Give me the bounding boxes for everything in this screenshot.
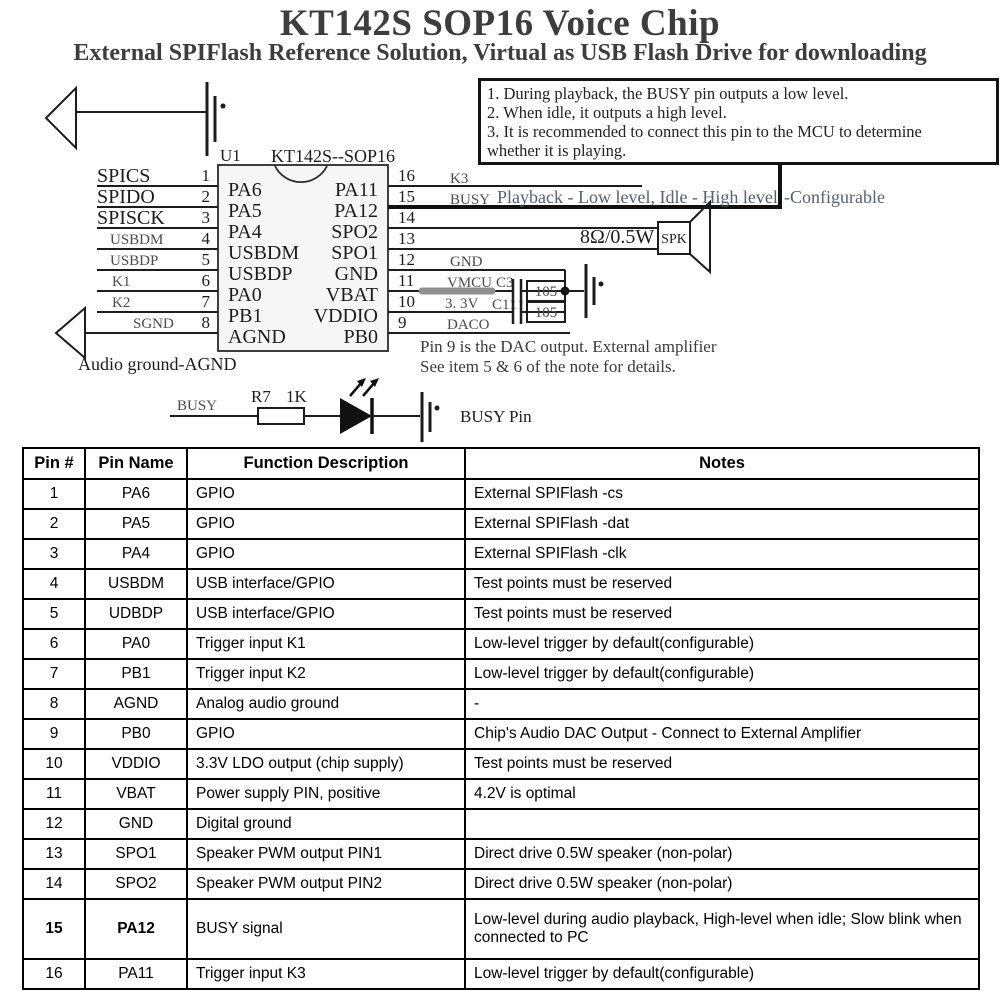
- resistor-ref: R7: [251, 387, 271, 406]
- table-row: [23, 479, 979, 509]
- pin-number: 2: [201, 187, 210, 206]
- net-label: K3: [450, 171, 469, 187]
- pin-number: 1: [201, 166, 210, 185]
- pin-label: PB0: [343, 326, 378, 348]
- cell-pin: 2: [23, 509, 85, 539]
- pin-number: 4: [201, 229, 210, 248]
- cell-func: Analog audio ground: [187, 689, 465, 719]
- note-line: 2. When idle, it outputs a high level.: [487, 103, 727, 122]
- pin-label: PB1: [228, 305, 263, 327]
- pin-label: PA0: [228, 284, 262, 306]
- table-row: [23, 689, 979, 719]
- audio-ground-label: Audio ground-AGND: [78, 354, 237, 374]
- pin-table: [22, 447, 980, 990]
- table-row: [23, 809, 979, 839]
- pin-number: 7: [201, 292, 210, 311]
- net-label: USBDP: [110, 253, 159, 269]
- table-row: [23, 779, 979, 809]
- note-line: 1. During playback, the BUSY pin outputs a low level.: [487, 84, 849, 103]
- audio-ground-arrow-icon: [56, 308, 85, 358]
- cell-func: BUSY signal: [187, 899, 465, 959]
- table-header-row: [23, 448, 979, 479]
- busy-led-circuit: [170, 378, 532, 442]
- dac-note-line2: See item 5 & 6 of the note for details.: [420, 357, 676, 376]
- cell-name: PB0: [85, 719, 187, 749]
- cell-name: AGND: [85, 689, 187, 719]
- chip-designator: U1: [220, 146, 241, 165]
- cell-func: USB interface/GPIO: [187, 599, 465, 629]
- speaker-label: SPK: [661, 232, 687, 247]
- table-row: [23, 599, 979, 629]
- net-label: BUSY: [450, 192, 491, 208]
- net-label: GND: [450, 254, 483, 270]
- cell-func: GPIO: [187, 539, 465, 569]
- pin-label: SPO2: [331, 221, 378, 243]
- col-header-name: Pin Name: [85, 448, 187, 479]
- busy-pin-caption: BUSY Pin: [460, 407, 532, 426]
- pin-number: 12: [398, 250, 415, 269]
- cell-name: USBDM: [85, 569, 187, 599]
- pin-number: 16: [398, 166, 415, 185]
- cell-notes: [465, 809, 979, 839]
- cell-pin: 12: [23, 809, 85, 839]
- cell-notes: -: [465, 689, 979, 719]
- cell-notes: Low-level trigger by default(configurable): [465, 629, 979, 659]
- cell-notes: Test points must be reserved: [465, 599, 979, 629]
- pin-label: USBDP: [228, 263, 293, 285]
- cell-pin: 3: [23, 539, 85, 569]
- cell-notes: Chip's Audio DAC Output - Connect to External Amplifier: [465, 719, 979, 749]
- cell-name: SPO2: [85, 869, 187, 899]
- net-label: VMCU: [447, 275, 493, 291]
- cell-pin: 15: [23, 899, 85, 959]
- cell-notes: Low-level trigger by default(configurable): [465, 659, 979, 689]
- net-label: 3. 3V: [445, 296, 479, 312]
- table-row: [23, 959, 979, 989]
- pin-label: PA6: [228, 179, 262, 201]
- cap-value: 105: [534, 305, 558, 321]
- ground-icon: [586, 264, 604, 318]
- cell-pin: 1: [23, 479, 85, 509]
- ground-icon: [422, 392, 440, 442]
- pin-number: 8: [201, 313, 210, 332]
- ground-icon: [207, 82, 226, 156]
- busy-annotation: Playback - Low level, Idle - High level: [497, 187, 778, 207]
- cell-notes: Direct drive 0.5W speaker (non-polar): [465, 869, 979, 899]
- cell-pin: 13: [23, 839, 85, 869]
- pin-number: 14: [398, 208, 415, 227]
- led-icon: [340, 378, 379, 434]
- cell-notes: External SPIFlash -cs: [465, 479, 979, 509]
- cell-func: USB interface/GPIO: [187, 569, 465, 599]
- cell-func: Trigger input K1: [187, 629, 465, 659]
- page-title: KT142S SOP16 Voice Chip: [279, 3, 721, 44]
- pin-number: 9: [398, 313, 407, 332]
- cell-notes: Low-level during audio playback, High-level when idle; Slow blink when connected to PC: [465, 899, 979, 959]
- cell-pin: 16: [23, 959, 85, 989]
- pin-label: VBAT: [325, 284, 378, 306]
- cell-pin: 11: [23, 779, 85, 809]
- busy-annotation2: -Configurable: [784, 187, 885, 207]
- chip-name: KT142S--SOP16: [271, 146, 396, 166]
- pin-15-busy: [334, 158, 885, 222]
- cell-notes: 4.2V is optimal: [465, 779, 979, 809]
- cell-name: VDDIO: [85, 749, 187, 779]
- cell-notes: Test points must be reserved: [465, 569, 979, 599]
- net-label: SPISCK: [97, 207, 165, 229]
- note-line: 3. It is recommended to connect this pin to the MCU to determine: [487, 122, 922, 141]
- cell-name: SPO1: [85, 839, 187, 869]
- col-header-func: Function Description: [187, 448, 465, 479]
- pin-label: PA11: [335, 179, 378, 201]
- col-header-notes: Notes: [465, 448, 979, 479]
- busy-note-box: [478, 78, 999, 165]
- speaker-icon: [580, 202, 710, 272]
- cell-notes: Test points must be reserved: [465, 749, 979, 779]
- table-row: [23, 569, 979, 599]
- cell-pin: 7: [23, 659, 85, 689]
- cell-name: VBAT: [85, 779, 187, 809]
- net-label: K1: [112, 274, 131, 290]
- pin-number: 6: [201, 271, 210, 290]
- cell-name: GND: [85, 809, 187, 839]
- cell-func: Trigger input K2: [187, 659, 465, 689]
- cell-name: PA11: [85, 959, 187, 989]
- pin-label: PA12: [334, 200, 378, 222]
- cell-func: Digital ground: [187, 809, 465, 839]
- pin-number: 11: [398, 271, 415, 290]
- pin-label: PA5: [228, 200, 262, 222]
- cell-func: GPIO: [187, 479, 465, 509]
- cap-ref: C3: [496, 275, 514, 291]
- pin-label: USBDM: [228, 242, 300, 264]
- net-label: USBDM: [110, 232, 164, 248]
- cell-pin: 9: [23, 719, 85, 749]
- table-row: [23, 839, 979, 869]
- note-line: whether it is playing.: [487, 141, 627, 160]
- cap-value: 105: [534, 284, 558, 300]
- table-row: [23, 869, 979, 899]
- page-subtitle: External SPIFlash Reference Solution, Virtual as USB Flash Drive for downloading: [73, 40, 927, 66]
- col-header-pin: Pin #: [23, 448, 85, 479]
- net-label: SPICS: [97, 165, 151, 187]
- cell-name: PA4: [85, 539, 187, 569]
- right-pins: [314, 158, 885, 376]
- net-label: K2: [112, 295, 131, 311]
- audio-ground-arrow-icon: [46, 88, 206, 148]
- table-row: [23, 659, 979, 689]
- table-row: [23, 539, 979, 569]
- resistor-icon: [258, 408, 304, 424]
- cell-notes: External SPIFlash -clk: [465, 539, 979, 569]
- dac-note-line1: Pin 9 is the DAC output. External amplifier: [420, 337, 717, 356]
- pin-number: 3: [201, 208, 210, 227]
- cell-name: PA12: [85, 899, 187, 959]
- cell-func: 3.3V LDO output (chip supply): [187, 749, 465, 779]
- cell-func: Speaker PWM output PIN1: [187, 839, 465, 869]
- cell-pin: 4: [23, 569, 85, 599]
- pin-number: 13: [398, 229, 415, 248]
- pin-label: SPO1: [331, 242, 378, 264]
- table-row: [23, 509, 979, 539]
- table-row: [23, 719, 979, 749]
- table-row: [23, 749, 979, 779]
- cell-name: PA6: [85, 479, 187, 509]
- cell-func: Speaker PWM output PIN2: [187, 869, 465, 899]
- cell-notes: External SPIFlash -dat: [465, 509, 979, 539]
- busy-net-label: BUSY: [177, 398, 218, 414]
- cell-pin: 14: [23, 869, 85, 899]
- table-row: [23, 629, 979, 659]
- cell-pin: 5: [23, 599, 85, 629]
- cell-func: Power supply PIN, positive: [187, 779, 465, 809]
- pin-label: GND: [334, 263, 378, 285]
- cell-name: UDBDP: [85, 599, 187, 629]
- cell-func: GPIO: [187, 509, 465, 539]
- pin-label: VDDIO: [313, 305, 378, 327]
- cell-pin: 8: [23, 689, 85, 719]
- cell-name: PB1: [85, 659, 187, 689]
- table-row: [23, 899, 979, 959]
- pin-label: PA4: [228, 221, 262, 243]
- cell-func: Trigger input K3: [187, 959, 465, 989]
- cap-ref: C11: [492, 297, 517, 313]
- cell-func: GPIO: [187, 719, 465, 749]
- capacitor-c11-icon: [492, 297, 565, 324]
- speaker-rating: 8Ω/0.5W: [580, 226, 655, 248]
- net-label: DACO: [447, 317, 490, 333]
- cell-name: PA5: [85, 509, 187, 539]
- net-label: SGND: [133, 316, 174, 332]
- pin-label: AGND: [228, 326, 286, 348]
- cell-pin: 10: [23, 749, 85, 779]
- net-label: SPIDO: [97, 186, 155, 208]
- cell-pin: 6: [23, 629, 85, 659]
- pin-number: 5: [201, 250, 210, 269]
- resistor-value: 1K: [286, 387, 307, 406]
- cell-notes: Direct drive 0.5W speaker (non-polar): [465, 839, 979, 869]
- pin-number: 10: [398, 292, 415, 311]
- cell-notes: Low-level trigger by default(configurable): [465, 959, 979, 989]
- pin-number: 15: [398, 187, 415, 206]
- cell-name: PA0: [85, 629, 187, 659]
